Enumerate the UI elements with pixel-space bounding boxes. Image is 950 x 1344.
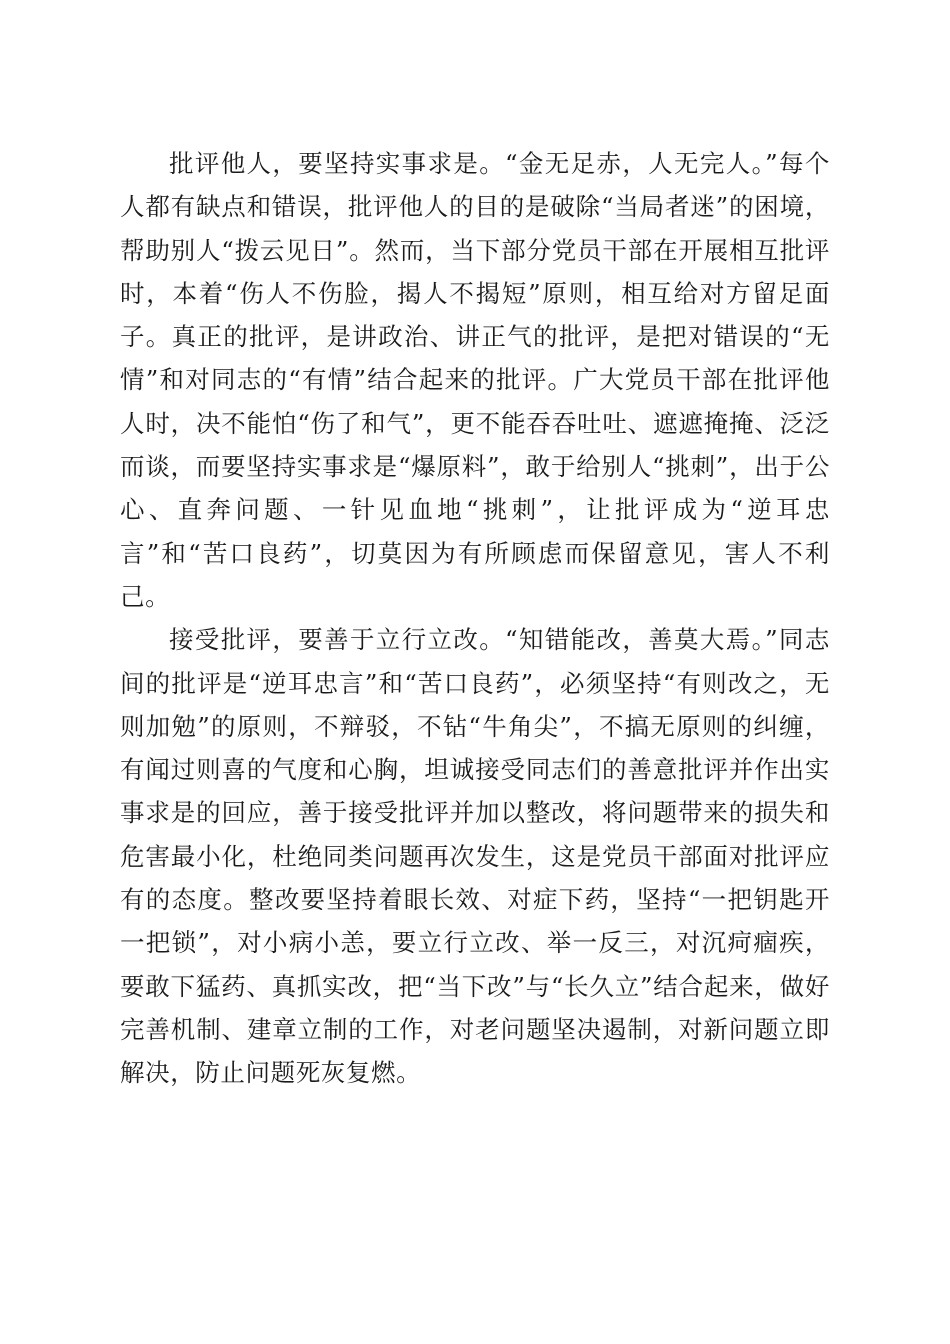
- paragraph-criticize-others: 批评他人，要坚持实事求是。“金无足赤，人无完人。”每个人都有缺点和错误，批评他人的目的是破除“当局者迷”的困境，帮助别人“拨云见日”。然而，当下部分党员干部在开展相互批评时，本着“伤人不伤脸，揭人不揭短”原则，相互给对方留足面子。真正的批评，是讲政治、讲正气的批评，是把对错误的“无情”和对同志的“有情”结合起来的批评。广大党员干部在批评他人时，决不能怕“伤了和气”，更不能吞吞吐吐、遮遮掩掩、泛泛而谈，而要坚持实事求是“爆原料”，敢于给别人“挑刺”，出于公心、直奔问题、一针见血地“挑刺”，让批评成为“逆耳忠言”和“苦口良药”，切莫因为有所顾虑而保留意见，害人不利己。: [120, 149, 830, 611]
- document-body: [120, 142, 830, 1095]
- paragraph-accept-criticism: 接受批评，要善于立行立改。“知错能改，善莫大焉。”同志间的批评是“逆耳忠言”和“苦口良药”，必须坚持“有则改之，无则加勉”的原则，不辩驳，不钻“牛角尖”，不搞无原则的纠缠，有闻过则喜的气度和心胸，坦诚接受同志们的善意批评并作出实事求是的回应，善于接受批评并加以整改，将问题带来的损失和危害最小化，杜绝同类问题再次发生，这是党员干部面对批评应有的态度。整改要坚持着眼长效、对症下药，坚持“一把钥匙开一把锁”，对小病小恙，要立行立改、举一反三，对沉疴痼疾，要敢下猛药、真抓实改，把“当下改”与“长久立”结合起来，做好完善机制、建章立制的工作，对老问题坚决遏制，对新问题立即解决，防止问题死灰复燃。: [120, 625, 830, 1088]
